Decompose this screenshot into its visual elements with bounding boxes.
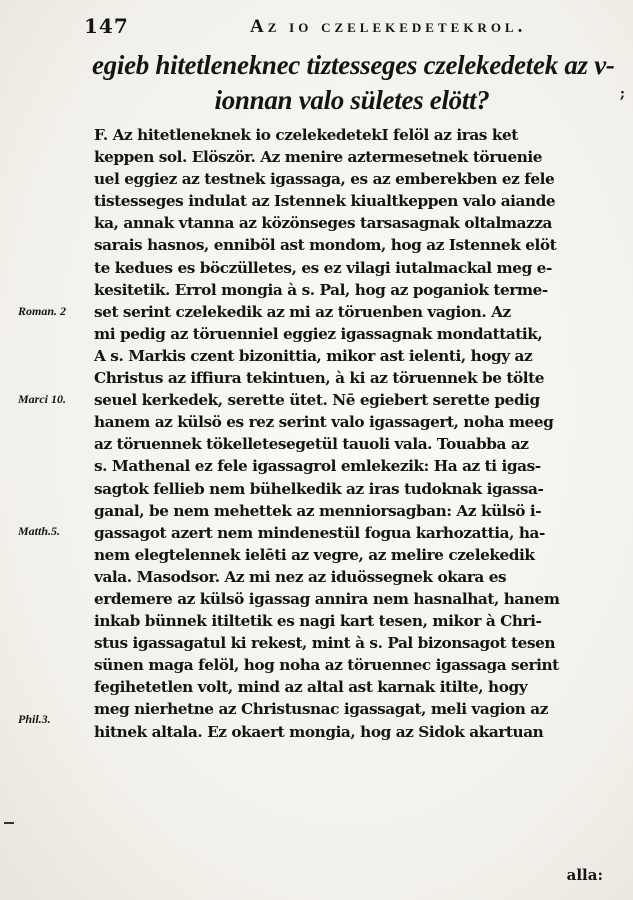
margin-note-matth: Matth.5. [18, 524, 61, 538]
body-line: mi pedig az töruenniel eggiez igassagnak mondattatik, [94, 324, 543, 343]
body-line: nem elegtelennek ielēti az vegre, az melire czelekedik [94, 545, 535, 564]
body-line: fegihetetlen volt, mind az altal ast karnak itilte, hogy [94, 678, 528, 697]
body-line: sagtok fellieb nem bühelkedik az iras tudoknak igassa- [94, 479, 544, 498]
margin-note-phil: Phil.3. [18, 712, 51, 726]
body-line: uel eggiez az testnek igassaga, es az emberekben ez fele [94, 170, 555, 189]
body-line: inkab bünnek itiltetik es nagi kart tesen, mikor à Chri- [94, 612, 542, 631]
section-title-line-2: ionnan valo sületes elött? [214, 85, 490, 115]
body-line: vala. Masodsor. Az mi nez az iduössegnek okara es [94, 567, 507, 586]
body-line: F. Az hitetleneknek io czelekedetekI felöl az iras ket [94, 126, 518, 144]
body-line: te kedues es böczülletes, es ez vilagi iutalmackal meg e- [94, 258, 552, 277]
body-line: kesitetik. Errol mongia à s. Pal, hog az poganiok terme- [94, 280, 548, 299]
body-line: az töruennek tökelletesegetül tauoli vala. Touabba az [94, 435, 529, 454]
body-line: erdemere az külsö igassag annira nem hasnalhat, hanem [94, 589, 560, 608]
body-line: ganal, be nem mehettek az menniorsagban: Az külsö i- [94, 501, 542, 520]
body-line: set serint czelekedik az mi az töruenben vagion. Az [94, 302, 511, 321]
body-line: sarais hasnos, enniböl ast mondom, hog az Istennek elöt [94, 236, 557, 255]
body-line: keppen sol. Elöször. Az menire aztermesetnek töruenie [94, 148, 543, 167]
body-line: s. Mathenal ez fele igassagrol emlekezik: Ha az ti igas- [94, 457, 541, 476]
page-header [84, 14, 604, 42]
catchword: alla: [566, 866, 603, 884]
body-line: hanem az külsö es rez serint valo igassagert, noha meeg [94, 413, 554, 432]
running-head: Az io czelekedetekrol. [250, 16, 527, 37]
margin-tick-mark [4, 822, 14, 824]
body-text [94, 124, 610, 743]
body-line: Christus az iffiura tekintuen, à ki az töruennek be tölte [94, 369, 545, 388]
section-title-line-1: egieb hitetleneknec tiztesseges czelekedetek az v- [92, 50, 615, 80]
body-line: seuel kerkedek, serette ütet. Nē egiebert serette pedig [94, 391, 540, 410]
body-line: meg nierhetne az Christusnac igassagat, meli vagion az [94, 700, 548, 719]
body-line: hitnek altala. Ez okaert mongia, hog az Sidok akartuan [94, 722, 544, 741]
margin-note-marci: Marci 10. [18, 392, 66, 406]
body-line: sünen maga felöl, hog noha az töruennec igassaga serint [94, 656, 559, 675]
margin-note-roman: Roman. 2 [18, 304, 67, 318]
body-line: stus igassagatul ki rekest, mint à s. Pal bizonsagot tesen [94, 634, 556, 653]
body-line: gassagot azert nem mindenestül fogua karhozattia, ha- [94, 523, 545, 542]
body-line: A s. Markis czent bizonittia, mikor ast ielenti, hogy az [94, 346, 533, 365]
edge-mark: ; [619, 86, 625, 102]
section-title [92, 48, 615, 118]
body-line: ka, annak vtanna az közönseges tarsasagnak oltalmazza [94, 214, 553, 233]
page-number: 147 [84, 14, 129, 38]
body-line: tistesseges indulat az Istennek kiualtkeppen valo aiande [94, 192, 556, 211]
